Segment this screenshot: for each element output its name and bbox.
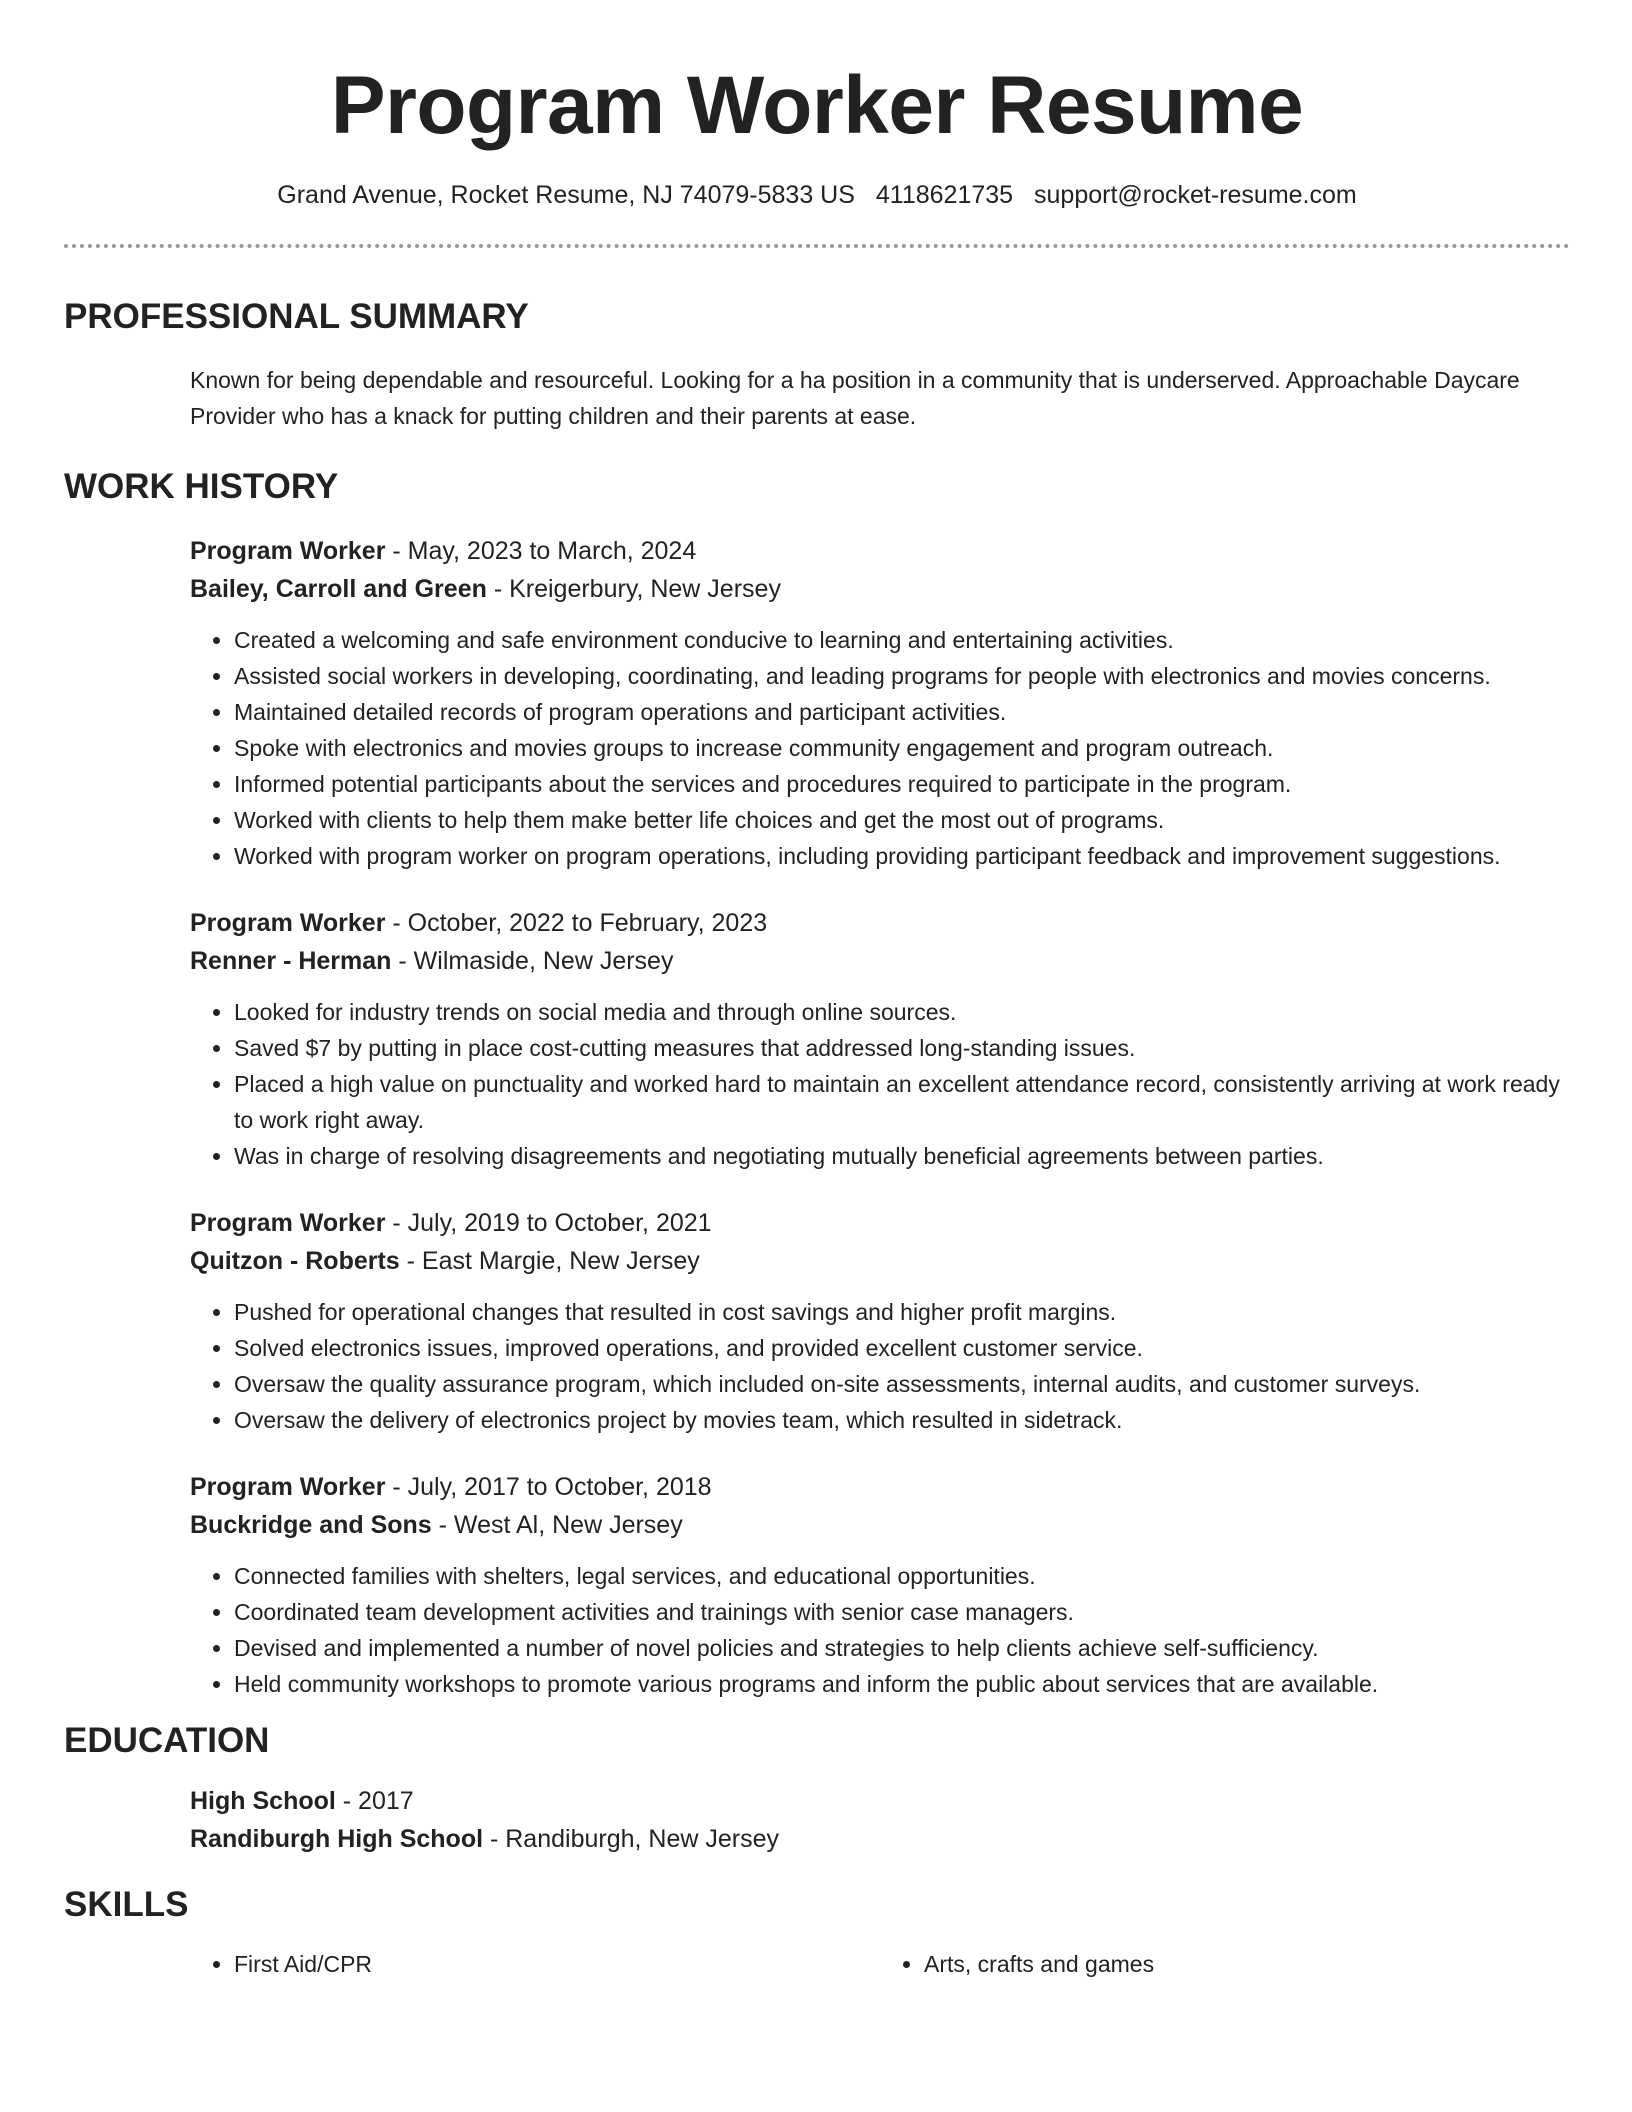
job-dates: - July, 2019 to October, 2021: [385, 1209, 712, 1237]
job-location: - West Al, New Jersey: [431, 1511, 683, 1539]
job-role: Program Worker: [190, 1473, 386, 1501]
job-entry: [190, 1468, 1570, 1702]
job-bullet: • Saved $7 by putting in place cost-cutting measures that addressed long-standing issues.: [234, 1030, 1570, 1066]
skill-item: • First Aid/CPR: [234, 1946, 880, 1982]
education-heading: EDUCATION: [64, 1721, 270, 1760]
skills-left-column: [190, 1946, 880, 1982]
job-bullet: • Maintained detailed records of program operations and participant activities.: [234, 694, 1570, 730]
education-degree-line: [190, 1782, 1570, 1820]
job-location: - Wilmaside, New Jersey: [391, 947, 674, 975]
job-entry: [190, 904, 1570, 1174]
job-bullet: • Assisted social workers in developing, coordinating, and leading programs for people with electronics and movies concerns.: [234, 658, 1570, 694]
job-bullet: • Oversaw the delivery of electronics project by movies team, which resulted in sidetrack.: [234, 1402, 1570, 1438]
skills-grid: [190, 1946, 1570, 1982]
skills-right-column: [880, 1946, 1570, 1982]
education-school: Randiburgh High School: [190, 1825, 484, 1853]
job-bullet: • Solved electronics issues, improved operations, and provided excellent customer service.: [234, 1330, 1570, 1366]
job-title-line: [190, 532, 1570, 570]
job-role: Program Worker: [190, 537, 386, 565]
resume-title: Program Worker Resume: [330, 60, 1304, 151]
job-title-line: [190, 1204, 1570, 1242]
contact-address: Grand Avenue, Rocket Resume, NJ 74079-5833 US: [277, 181, 855, 209]
summary-heading: PROFESSIONAL SUMMARY: [64, 297, 529, 336]
job-bullet: • Pushed for operational changes that resulted in cost savings and higher profit margins.: [234, 1294, 1570, 1330]
job-company-line: [190, 570, 1570, 608]
summary-text: Known for being dependable and resourceful. Looking for a ha position in a community that is underserved. Approachable Daycare Provider who has a knack for putting children and their parents at ease.: [190, 367, 1520, 429]
job-bullet: • Devised and implemented a number of novel policies and strategies to help clients achieve self-sufficiency.: [234, 1630, 1570, 1666]
summary-section: [64, 296, 1570, 434]
job-bullet: • Looked for industry trends on social media and through online sources.: [234, 994, 1570, 1030]
job-company: Quitzon - Roberts: [190, 1247, 400, 1275]
job-bullet: • Worked with clients to help them make better life choices and get the most out of programs.: [234, 802, 1570, 838]
education-school-line: [190, 1820, 1570, 1858]
education-entry: [190, 1782, 1570, 1858]
skills-section: [64, 1884, 1570, 1982]
skills-heading: SKILLS: [64, 1885, 189, 1924]
skill-item: • Arts, crafts and games: [924, 1946, 1570, 1982]
job-company-line: [190, 1242, 1570, 1280]
job-dates: - May, 2023 to March, 2024: [385, 537, 697, 565]
job-entry: [190, 532, 1570, 874]
job-bullet: • Created a welcoming and safe environment conducive to learning and entertaining activities.: [234, 622, 1570, 658]
job-dates: - July, 2017 to October, 2018: [385, 1473, 712, 1501]
work-heading: WORK HISTORY: [64, 467, 339, 506]
job-bullet: • Worked with program worker on program operations, including providing participant feedback and improvement suggestions.: [234, 838, 1570, 874]
job-bullet: • Spoke with electronics and movies groups to increase community engagement and program outreach.: [234, 730, 1570, 766]
job-title-line: [190, 1468, 1570, 1506]
job-bullet: • Connected families with shelters, legal services, and educational opportunities.: [234, 1558, 1570, 1594]
education-degree: High School: [190, 1787, 336, 1815]
contact-line: [64, 180, 1570, 210]
contact-email: support@rocket-resume.com: [1034, 181, 1357, 209]
job-bullets: [190, 994, 1570, 1174]
job-dates: - October, 2022 to February, 2023: [385, 909, 768, 937]
contact-phone: 4118621735: [875, 181, 1014, 209]
job-entry: [190, 1204, 1570, 1438]
job-company-line: [190, 1506, 1570, 1544]
job-bullet: • Coordinated team development activities and trainings with senior case managers.: [234, 1594, 1570, 1630]
header-divider: [64, 244, 1570, 248]
job-bullet: • Informed potential participants about the services and procedures required to participate in the program.: [234, 766, 1570, 802]
education-year: - 2017: [335, 1787, 414, 1815]
job-role: Program Worker: [190, 1209, 386, 1237]
job-bullet: • Placed a high value on punctuality and worked hard to maintain an excellent attendance record, consistently arriving at work ready to work right away.: [234, 1066, 1570, 1138]
work-section: [64, 466, 1570, 1702]
job-location: - Kreigerbury, New Jersey: [486, 575, 781, 603]
job-bullets: [190, 1558, 1570, 1702]
resume-page: [64, 0, 1570, 1982]
education-location: - Randiburgh, New Jersey: [483, 1825, 779, 1853]
job-bullets: [190, 1294, 1570, 1438]
job-title-line: [190, 904, 1570, 942]
job-bullets: [190, 622, 1570, 874]
job-company: Buckridge and Sons: [190, 1511, 432, 1539]
education-section: [64, 1720, 1570, 1858]
job-role: Program Worker: [190, 909, 386, 937]
job-location: - East Margie, New Jersey: [399, 1247, 700, 1275]
job-company: Bailey, Carroll and Green: [190, 575, 487, 603]
job-company-line: [190, 942, 1570, 980]
job-bullet: • Was in charge of resolving disagreements and negotiating mutually beneficial agreements between parties.: [234, 1138, 1570, 1174]
job-bullet: • Oversaw the quality assurance program, which included on-site assessments, internal audits, and customer surveys.: [234, 1366, 1570, 1402]
job-company: Renner - Herman: [190, 947, 392, 975]
job-bullet: • Held community workshops to promote various programs and inform the public about services that are available.: [234, 1666, 1570, 1702]
